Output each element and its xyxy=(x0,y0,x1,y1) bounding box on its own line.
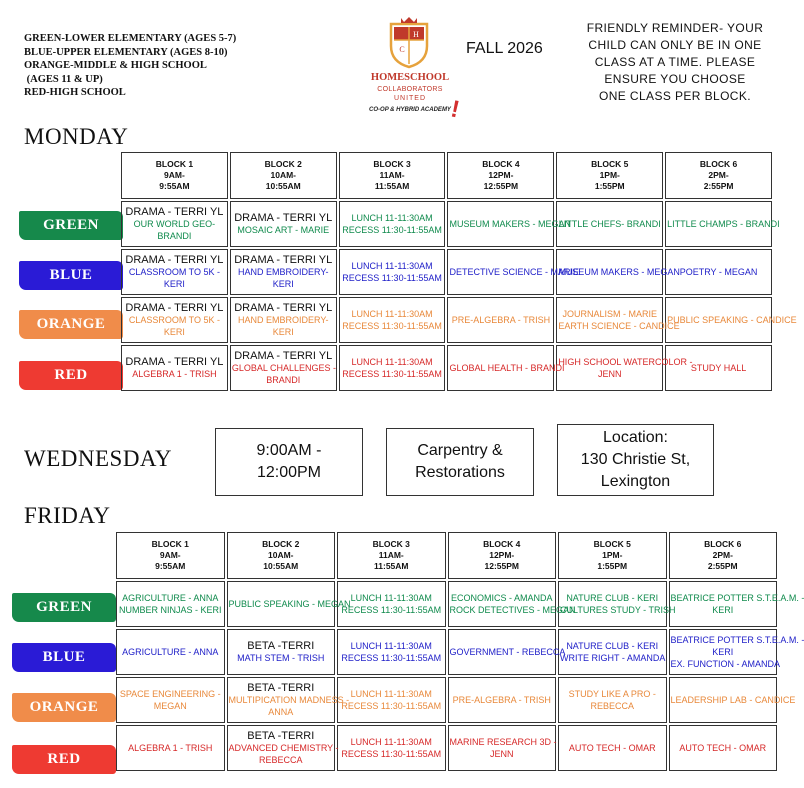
class-line: BEATRICE POTTER S.T.E.A.M. - xyxy=(670,635,804,645)
class-line: JENN xyxy=(597,369,622,379)
block-header-line: BLOCK 5 xyxy=(591,159,629,169)
class-cell xyxy=(558,725,667,771)
class-line: EARTH SCIENCE - CANDICE xyxy=(558,321,680,331)
day-heading-wednesday: WEDNESDAY xyxy=(24,446,173,471)
logo-title: HOMESCHOOL xyxy=(370,72,450,83)
class-line: PRE-ALGEBRA - TRISH xyxy=(451,315,551,325)
class-line: ADVANCED CHEMISTRY - xyxy=(228,743,339,753)
exclamation-icon: ! xyxy=(448,95,462,124)
block-header-line: 1PM- xyxy=(599,170,620,180)
crest-letter-h: H xyxy=(413,30,419,39)
class-teacher-line: DRAMA - TERRI YL xyxy=(234,254,333,266)
block-header-line: 2:55PM xyxy=(707,561,738,571)
class-line: LUNCH 11-11:30AM xyxy=(351,261,433,271)
schedule-row-green xyxy=(121,201,772,247)
block-header-line: 10:55AM xyxy=(263,561,299,571)
class-cell xyxy=(116,725,225,771)
block-header-2 xyxy=(227,532,336,579)
class-teacher-line: DRAMA - TERRI YL xyxy=(234,302,333,314)
logo-subtitle: COLLABORATORS xyxy=(377,86,443,93)
block-header-row xyxy=(121,152,772,199)
class-line: LUNCH 11-11:30AM xyxy=(350,737,432,747)
class-line: ROCK DETECTIVES - MEGAN xyxy=(449,605,576,615)
block-header-line: 2PM- xyxy=(708,170,729,180)
class-cell xyxy=(665,201,780,247)
block-header-line: 11AM- xyxy=(379,170,405,180)
class-line: LITTLE CHEFS- BRANDI xyxy=(558,219,661,229)
block-header-4 xyxy=(448,532,557,579)
class-cell xyxy=(558,581,676,627)
class-cell xyxy=(669,725,778,771)
class-line: ALGEBRA 1 - TRISH xyxy=(128,743,213,753)
block-header-line: BLOCK 2 xyxy=(262,539,300,549)
class-cell xyxy=(116,677,225,723)
class-cell xyxy=(337,725,446,771)
wednesday-location-box xyxy=(557,424,714,496)
block-header-6 xyxy=(669,532,778,579)
block-header-line: BLOCK 5 xyxy=(593,539,631,549)
row-label-green: GREEN xyxy=(19,211,123,240)
class-cell xyxy=(227,725,339,771)
schedule-row-blue xyxy=(116,629,777,675)
block-header-line: 12PM- xyxy=(488,170,514,180)
class-line: AUTO TECH - OMAR xyxy=(568,743,656,753)
class-cell xyxy=(227,677,350,723)
logo-tagline: CO-OP & HYBRID ACADEMY xyxy=(369,107,451,113)
class-cell xyxy=(448,581,576,627)
class-cell xyxy=(337,581,446,627)
crest-letter-c: C xyxy=(399,45,405,54)
class-teacher-line: BETA -TERRI xyxy=(247,730,315,742)
class-cell xyxy=(669,581,804,627)
class-cell xyxy=(121,249,228,295)
class-cell xyxy=(665,345,772,391)
class-teacher-line: DRAMA - TERRI YL xyxy=(125,254,224,266)
block-header-row xyxy=(116,532,777,579)
block-header-line: 9:55AM xyxy=(159,181,190,191)
class-teacher-line: DRAMA - TERRI YL xyxy=(125,356,224,368)
class-line: HIGH SCHOOL WATERCOLOR - xyxy=(558,357,693,367)
class-line: LUNCH 11-11:30AM xyxy=(350,689,432,699)
reminder-note xyxy=(580,20,770,105)
block-header-line: BLOCK 3 xyxy=(372,539,410,549)
wednesday-time-line: 9:00AM - xyxy=(256,442,322,459)
class-line: STUDY HALL xyxy=(690,363,747,373)
class-cell xyxy=(116,629,225,675)
wednesday-location-line: 130 Christie St, xyxy=(580,451,691,468)
block-header-line: 2PM- xyxy=(712,550,733,560)
legend-line: BLUE-UPPER ELEMENTARY (AGES 8-10) xyxy=(24,46,228,58)
block-header-line: BLOCK 1 xyxy=(151,539,189,549)
class-line: MATH STEM - TRISH xyxy=(237,653,325,663)
class-line: LUNCH 11-11:30AM xyxy=(351,213,433,223)
class-cell xyxy=(337,629,446,675)
class-line: JOURNALISM - MARIE xyxy=(562,309,657,319)
class-cell xyxy=(121,297,228,343)
class-line: JENN xyxy=(489,749,514,759)
class-line: NATURE CLUB - KERI xyxy=(566,593,659,603)
legend-line: (AGES 11 & UP) xyxy=(24,73,103,85)
block-header-line: 12:55PM xyxy=(484,561,519,571)
class-line: KERI xyxy=(163,279,185,289)
class-teacher-line: BETA -TERRI xyxy=(247,640,315,652)
class-cell xyxy=(339,345,446,391)
block-header-line: 10:55AM xyxy=(265,181,301,191)
class-line: SPACE ENGINEERING - xyxy=(119,689,221,699)
reminder-line: CHILD CAN ONLY BE IN ONE xyxy=(588,38,762,52)
block-header-line: 1:55PM xyxy=(594,181,625,191)
class-line: POETRY - MEGAN xyxy=(679,267,758,277)
block-header-3 xyxy=(339,152,446,199)
block-header-4 xyxy=(447,152,554,199)
block-header-line: BLOCK 3 xyxy=(373,159,411,169)
class-line: AGRICULTURE - ANNA xyxy=(122,647,219,657)
class-cell xyxy=(669,677,796,723)
class-line: LUNCH 11-11:30AM xyxy=(351,309,433,319)
class-line: LUNCH 11-11:30AM xyxy=(351,357,433,367)
row-label-orange: ORANGE xyxy=(19,310,123,339)
class-line: KERI xyxy=(272,279,294,289)
class-line: LEADERSHIP LAB - CANDICE xyxy=(670,695,796,705)
block-header-5 xyxy=(556,152,663,199)
class-line: MARINE RESEARCH 3D - xyxy=(449,737,557,747)
class-line: GLOBAL CHALLENGES - xyxy=(231,363,337,373)
class-line: CULTURES STUDY - TRISH xyxy=(560,605,676,615)
wednesday-class-line: Restorations xyxy=(415,464,505,481)
class-teacher-line: BETA -TERRI xyxy=(247,682,315,694)
class-teacher-line: DRAMA - TERRI YL xyxy=(234,212,333,224)
class-cell xyxy=(339,249,446,295)
schedule-row-orange xyxy=(121,297,772,343)
class-cell xyxy=(558,677,667,723)
logo-subtitle-2: UNITED xyxy=(393,95,427,102)
class-line: HAND EMBROIDERY- xyxy=(237,315,329,325)
class-line: BRANDI xyxy=(157,231,192,241)
schedule-row-blue xyxy=(121,249,772,295)
wednesday-location-line: Location: xyxy=(603,429,668,446)
block-header-6 xyxy=(665,152,772,199)
day-heading-monday: MONDAY xyxy=(24,124,129,149)
class-line: STUDY LIKE A PRO - xyxy=(568,689,656,699)
block-header-line: BLOCK 2 xyxy=(264,159,302,169)
day-heading-friday: FRIDAY xyxy=(24,503,111,528)
class-line: LUNCH 11-11:30AM xyxy=(350,593,432,603)
class-line: CLASSROOM TO 5K - xyxy=(128,315,221,325)
monday-schedule-table xyxy=(119,150,797,393)
block-header-line: 10AM- xyxy=(270,170,296,180)
class-line: ANNA xyxy=(268,707,294,717)
block-header-line: 10AM- xyxy=(267,550,294,560)
class-teacher-line: DRAMA - TERRI YL xyxy=(234,350,333,362)
legend-line: RED-HIGH SCHOOL xyxy=(24,87,126,98)
class-teacher-line: DRAMA - TERRI YL xyxy=(125,302,224,314)
class-line: RECESS 11:30-11:55AM xyxy=(342,321,442,331)
class-cell xyxy=(447,297,554,343)
class-cell xyxy=(669,629,804,675)
class-cell xyxy=(556,297,680,343)
row-label-red: RED xyxy=(19,361,123,390)
class-line: KERI xyxy=(272,327,294,337)
wednesday-class-box xyxy=(386,428,534,496)
class-cell xyxy=(116,581,225,627)
reminder-line: ONE CLASS PER BLOCK. xyxy=(598,89,752,103)
class-cell xyxy=(230,201,337,247)
block-header-line: BLOCK 4 xyxy=(482,159,520,169)
wednesday-location-line: Lexington xyxy=(600,473,671,490)
class-cell xyxy=(230,297,337,343)
class-line: RECESS 11:30-11:55AM xyxy=(341,701,442,711)
class-cell xyxy=(448,725,557,771)
class-line: GLOBAL HEALTH - BRANDI xyxy=(449,363,565,373)
class-line: AGRICULTURE - ANNA xyxy=(122,593,219,603)
class-line: RECESS 11:30-11:55AM xyxy=(341,653,442,663)
legend-line: ORANGE-MIDDLE & HIGH SCHOOL xyxy=(24,60,207,71)
wednesday-time-box xyxy=(215,428,363,496)
block-header-1 xyxy=(116,532,225,579)
class-line: AUTO TECH - OMAR xyxy=(679,743,767,753)
class-cell xyxy=(230,345,337,391)
class-cell xyxy=(448,629,566,675)
class-cell xyxy=(556,345,693,391)
class-line: BEATRICE POTTER S.T.E.A.M. - xyxy=(670,593,804,603)
class-line: CLASSROOM TO 5K - xyxy=(128,267,221,277)
class-line: RECESS 11:30-11:55AM xyxy=(342,225,442,235)
class-line: OUR WORLD GEO- xyxy=(133,219,216,229)
class-cell xyxy=(121,345,228,391)
class-line: EX. FUNCTION - AMANDA xyxy=(670,659,781,669)
block-header-line: 9AM- xyxy=(164,170,185,180)
class-line: WRITE RIGHT - AMANDA xyxy=(560,653,666,663)
class-line: PUBLIC SPEAKING - MEGAN xyxy=(228,599,351,609)
class-line: PUBLIC SPEAKING - CANDICE xyxy=(667,315,797,325)
reminder-line: CLASS AT A TIME. PLEASE xyxy=(594,55,756,69)
block-header-line: 1:55PM xyxy=(597,561,628,571)
class-line: RECESS 11:30-11:55AM xyxy=(342,369,442,379)
reminder-line: FRIENDLY REMINDER- YOUR xyxy=(586,21,764,35)
class-cell xyxy=(447,249,579,295)
class-line: MUSEUM MAKERS - MEGAN xyxy=(449,219,571,229)
class-cell xyxy=(665,249,772,295)
reminder-line: ENSURE YOU CHOOSE xyxy=(604,72,746,86)
block-header-line: 9:55AM xyxy=(155,561,186,571)
class-line: LUNCH 11-11:30AM xyxy=(350,641,432,651)
class-cell xyxy=(556,249,680,295)
class-line: MOSAIC ART - MARIE xyxy=(237,225,330,235)
wednesday-time-line: 12:00PM xyxy=(256,464,322,481)
class-line: RECESS 11:30-11:55AM xyxy=(341,749,442,759)
class-cell xyxy=(448,677,557,723)
class-line: REBECCA xyxy=(590,701,634,711)
schedule-row-red xyxy=(116,725,777,771)
row-label-blue: BLUE xyxy=(12,643,116,672)
class-cell xyxy=(230,249,337,295)
class-line: RECESS 11:30-11:55AM xyxy=(341,605,442,615)
schedule-row-green xyxy=(116,581,777,627)
block-header-line: BLOCK 4 xyxy=(483,539,521,549)
class-line: NATURE CLUB - KERI xyxy=(566,641,659,651)
schedule-row-orange xyxy=(116,677,777,723)
class-line: ECONOMICS - AMANDA xyxy=(450,593,553,603)
class-line: MEGAN xyxy=(153,701,187,711)
class-line: BRANDI xyxy=(266,375,301,385)
block-header-line: 11:55AM xyxy=(374,561,409,571)
class-line: NUMBER NINJAS - KERI xyxy=(118,605,222,615)
block-header-5 xyxy=(558,532,667,579)
age-group-legend xyxy=(24,32,236,100)
row-label-blue: BLUE xyxy=(19,261,123,290)
friday-schedule-table xyxy=(114,530,804,773)
class-cell xyxy=(227,581,351,627)
block-header-2 xyxy=(230,152,337,199)
class-line: KERI xyxy=(163,327,185,337)
block-header-line: BLOCK 6 xyxy=(699,159,738,169)
class-line: MUSEUM MAKERS - MEGAN xyxy=(558,267,680,277)
class-line: MULTIPICATION MADNESS - xyxy=(228,695,350,705)
class-cell xyxy=(121,201,228,247)
class-cell xyxy=(447,201,571,247)
class-line: KERI xyxy=(712,605,734,615)
class-line: HAND EMBROIDERY- xyxy=(237,267,329,277)
class-cell xyxy=(227,629,336,675)
block-header-1 xyxy=(121,152,228,199)
block-header-line: 11:55AM xyxy=(374,181,410,191)
class-line: LITTLE CHAMPS - BRANDI xyxy=(667,219,780,229)
class-cell xyxy=(339,297,446,343)
block-header-line: BLOCK 1 xyxy=(155,159,194,169)
block-header-line: 9AM- xyxy=(159,550,181,560)
class-cell xyxy=(337,677,446,723)
class-cell xyxy=(339,201,446,247)
row-label-red: RED xyxy=(12,745,116,774)
class-line: KERI xyxy=(712,647,734,657)
block-header-line: 11AM- xyxy=(378,550,404,560)
block-header-line: 1PM- xyxy=(602,550,623,560)
class-line: ALGEBRA 1 - TRISH xyxy=(132,369,217,379)
class-line: GOVERNMENT - REBECCA xyxy=(449,647,566,657)
block-header-line: BLOCK 6 xyxy=(704,539,742,549)
class-line: RECESS 11:30-11:55AM xyxy=(342,273,442,283)
class-cell xyxy=(558,629,667,675)
class-cell xyxy=(447,345,565,391)
row-label-green: GREEN xyxy=(12,593,116,622)
shield-crest-icon xyxy=(387,16,431,68)
wednesday-class-line: Carpentry & xyxy=(417,442,503,459)
class-line: REBECCA xyxy=(258,755,303,765)
block-header-3 xyxy=(337,532,446,579)
term-label: FALL 2026 xyxy=(466,40,543,57)
school-logo xyxy=(355,12,465,124)
block-header-line: 2:55PM xyxy=(703,181,734,191)
class-teacher-line: DRAMA - TERRI YL xyxy=(125,206,224,218)
row-label-orange: ORANGE xyxy=(12,693,116,722)
block-header-line: 12PM- xyxy=(489,550,515,560)
class-line: DETECTIVE SCIENCE - MARIE xyxy=(449,267,579,277)
class-line: PRE-ALGEBRA - TRISH xyxy=(452,695,551,705)
legend-line: GREEN-LOWER ELEMENTARY (AGES 5-7) xyxy=(24,33,237,44)
class-cell xyxy=(665,297,797,343)
block-header-line: 12:55PM xyxy=(483,181,519,191)
class-cell xyxy=(556,201,663,247)
schedule-row-red xyxy=(121,345,772,391)
